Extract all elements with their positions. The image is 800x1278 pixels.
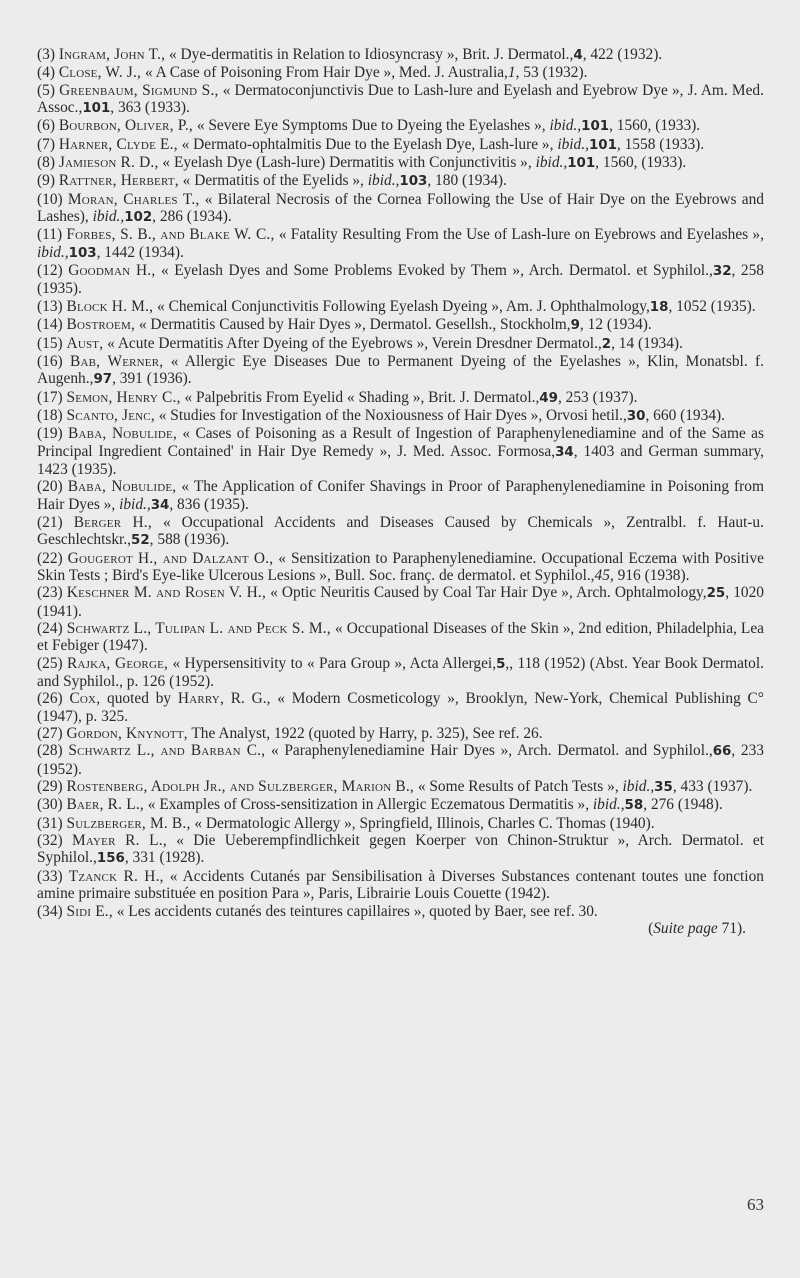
- reference-number: (18): [37, 406, 63, 424]
- reference-item: [37, 191, 764, 227]
- reference-text: quoted by: [107, 690, 172, 708]
- reference-volume: 34: [555, 444, 574, 460]
- reference-author: Harry,: [177, 690, 224, 708]
- reference-author: Bab, Werner,: [70, 352, 164, 370]
- reference-author: Greenbaum, Sigmund S.,: [59, 81, 219, 99]
- reference-number: (16): [37, 352, 63, 370]
- reference-pages: , 233 (1952).: [37, 742, 765, 778]
- reference-text: « Dye-dermatitis in Relation to Idiosyncrasy », Brit. J. Dermatol.,: [169, 46, 574, 63]
- reference-number: (24): [37, 620, 63, 637]
- reference-pages: , 253 (1937).: [557, 388, 638, 406]
- reference-ibid: ibid.,: [92, 208, 125, 226]
- reference-pages: , 286 (1934).: [152, 208, 232, 226]
- reference-text: « Les accidents cutanés des teintures capillaires », quoted by Baer, see ref. 30.: [116, 902, 598, 920]
- reference-author: Sulzberger, M. B.,: [66, 814, 191, 832]
- reference-volume: 102: [124, 210, 153, 226]
- reference-item: [37, 655, 764, 691]
- reference-item: [37, 815, 764, 832]
- reference-item: [37, 262, 764, 298]
- reference-item: [37, 832, 764, 868]
- reference-number: (14): [37, 316, 63, 334]
- reference-volume: 101: [588, 137, 617, 153]
- reference-number: (17): [37, 388, 63, 406]
- reference-pages: , 258 (1935).: [37, 262, 764, 298]
- reference-item: [37, 117, 764, 135]
- reference-pages: , 660 (1934).: [645, 406, 725, 424]
- reference-item: [37, 796, 764, 814]
- reference-author: Schwartz L., Tulipan L. and Peck S. M.,: [66, 620, 331, 637]
- continuation-label: Suite page: [653, 919, 718, 937]
- reference-text: « Severe Eye Symptoms Due to Dyeing the Eyelashes »,: [196, 117, 546, 135]
- continuation-page: 71: [721, 919, 738, 937]
- reference-volume: 32: [712, 264, 732, 280]
- reference-text: « Eyelash Dyes and Some Problems Evoked by Them », Arch. Dermatol. et Syphilol.,: [160, 262, 713, 280]
- reference-author: Rattner, Herbert,: [58, 172, 179, 190]
- reference-text: « Accidents Cutanés par Sensibilisation à Diverses Substances contenant toutes une fonction amine primaire substituée en position Para », Paris, Librairie Louis Couette (1942).: [37, 867, 764, 903]
- reference-pages: , 12 (1934).: [579, 316, 652, 334]
- reference-author: Rostenberg, Adolph Jr., and Sulzberger, Marion B.,: [66, 778, 414, 796]
- reference-author: Harner, Clyde E.,: [58, 135, 178, 153]
- reference-volume: 25: [706, 586, 726, 602]
- reference-item: [37, 335, 764, 353]
- reference-text: « Studies for Investigation of the Noxiousness of Hair Dyes », Orvosi hetil.,: [158, 406, 627, 424]
- reference-pages: ,, 118 (1952) (Abst. Year Book Dermatol. and Syphilol., p. 126 (1952).: [37, 654, 765, 691]
- reference-number: (12): [37, 262, 63, 280]
- reference-item: [37, 407, 764, 425]
- reference-number: (4): [37, 64, 55, 82]
- reference-volume: 156: [96, 851, 125, 867]
- reference-pages: , 588 (1936).: [149, 531, 230, 549]
- reference-number: (19): [37, 425, 63, 443]
- reference-volume: 97: [93, 372, 113, 388]
- reference-text: « Paraphenylenediamine Hair Dyes », Arch. Dermatol. and Syphilol.,: [270, 742, 713, 760]
- reference-number: (23): [37, 584, 63, 602]
- reference-number: (22): [37, 549, 63, 567]
- reference-pages: , 1560, (1933).: [609, 117, 701, 135]
- reference-number: (31): [37, 814, 63, 832]
- reference-volume: 58: [624, 798, 644, 814]
- reference-number: (33): [37, 867, 63, 885]
- reference-author: Berger H.,: [73, 513, 152, 531]
- reference-author: Keschner M. and Rosen V. H.,: [66, 584, 266, 602]
- reference-author: Block H. M.,: [66, 297, 154, 315]
- reference-volume: 49: [539, 390, 558, 406]
- reference-author: Bourbon, Oliver, P.,: [58, 117, 193, 135]
- reference-volume: 103: [68, 245, 97, 261]
- reference-list: [37, 46, 764, 920]
- reference-number: (3): [37, 46, 55, 63]
- reference-item: [37, 46, 764, 64]
- reference-text: « Sensitization to Paraphenylenediamine. Occupational Eczema with Positive Skin Tests ; Bird's Eye-like Ulcerous Lesions », Bull. Soc. franç. de dermatol. et Syphilol.,: [37, 549, 764, 584]
- reference-author: Gougerot H., and Dalzant O.,: [67, 549, 274, 567]
- reference-text: R. G., « Modern Cosmeticology », Brooklyn, New-York, Chemical Publishing C° (1947), p. 325.: [37, 690, 764, 725]
- reference-author: Semon, Henry C.,: [66, 388, 181, 406]
- reference-text: « Dermatologic Allergy », Springfield, Illinois, Charles C. Thomas (1940).: [194, 814, 655, 832]
- reference-pages: , 1442 (1934).: [96, 243, 184, 261]
- reference-volume: 30: [626, 408, 646, 424]
- reference-author: Baba, Nobulide,: [68, 425, 177, 443]
- reference-pages: , 1560, (1933).: [595, 154, 687, 172]
- reference-item: [37, 425, 764, 478]
- reference-item: [37, 316, 764, 334]
- reference-number: (27): [37, 725, 63, 743]
- reference-ibid: ibid.,: [557, 135, 589, 153]
- reference-volume: 9: [570, 318, 580, 334]
- reference-item: [37, 64, 764, 81]
- reference-item: [37, 353, 764, 389]
- reference-pages: , 1403 and German summary, 1423 (1935).: [37, 442, 764, 478]
- reference-text: « The Application of Conifer Shavings in Proor of Paraphenylenediamine in Poisoning from Hair Dyes »,: [37, 478, 764, 513]
- reference-author: Schwartz L., and Barban C.,: [68, 742, 266, 760]
- reference-text: « Eyelash Dye (Lash-lure) Dermatitis with Conjunctivitis »,: [162, 154, 532, 172]
- reference-text: « Dermatitis of the Eyelids »,: [182, 172, 364, 190]
- reference-text: « Some Results of Patch Tests »,: [417, 778, 619, 796]
- reference-author: Gordon, Knynott,: [66, 725, 188, 743]
- reference-ibid: ibid.,: [37, 243, 69, 261]
- reference-volume: 34: [150, 497, 170, 513]
- reference-text: « Chemical Conjunctivitis Following Eyelash Dyeing », Am. J. Ophthalmology,: [157, 297, 650, 315]
- reference-author: Mayer R. L.,: [71, 832, 167, 850]
- reference-author: Rajka, George,: [67, 654, 169, 672]
- reference-ibid: ibid.,: [549, 117, 582, 135]
- reference-volume: 101: [82, 101, 111, 117]
- reference-number: (20): [37, 478, 63, 496]
- reference-item: [37, 82, 764, 118]
- reference-number: (21): [37, 513, 63, 531]
- reference-pages: , 14 (1934).: [611, 334, 683, 352]
- reference-author: Baba, Nobulide,: [67, 478, 177, 496]
- reference-number: (28): [37, 742, 63, 760]
- reference-item: [37, 298, 764, 316]
- reference-pages: , 180 (1934).: [427, 172, 507, 190]
- reference-author: Bostroem,: [66, 316, 135, 334]
- reference-text: « Dermato-ophtalmitis Due to the Eyelash Dye, Lash-lure »,: [181, 135, 554, 153]
- reference-pages: , 1558 (1933).: [616, 135, 705, 153]
- reference-number: (32): [37, 832, 63, 850]
- reference-text: « Occupational Accidents and Diseases Caused by Chemicals », Zentralbl. f. Haut-u. Geschlechtskr.,: [37, 513, 764, 549]
- reference-number: (30): [37, 796, 63, 814]
- reference-text: « Occupational Diseases of the Skin », 2nd edition, Philadelphia, Lea et Febiger (1947).: [37, 620, 764, 655]
- reference-item: [37, 620, 764, 655]
- reference-pages: , 391 (1936).: [112, 370, 192, 388]
- reference-text: « Die Ueberempfindlichkeit gegen Koerper von Chinon-Struktur », Arch. Dermatol. et Syphilol.,: [37, 832, 764, 867]
- reference-item: [37, 725, 764, 742]
- reference-volume: 5: [496, 656, 506, 672]
- reference-text: « Palpebritis From Eyelid « Shading », Brit. J. Dermatol.,: [184, 388, 540, 406]
- reference-pages: , 1052 (1935).: [668, 297, 756, 315]
- reference-item: [37, 550, 764, 585]
- page-number: 63: [747, 1195, 764, 1214]
- reference-author: Forbes, S. B., and Blake W. C.,: [66, 226, 275, 244]
- reference-number: (5): [37, 81, 55, 99]
- reference-volume: 52: [131, 533, 150, 549]
- reference-number: (29): [37, 778, 63, 796]
- reference-author: Cox,: [69, 690, 101, 708]
- reference-text: « Allergic Eye Diseases Due to Permanent Dyeing of the Eyelashes », Klin, Monatsbl. f. Augenh.,: [37, 352, 764, 388]
- reference-text: « Examples of Cross-sensitization in Allergic Eczematous Dermatitis »,: [147, 796, 590, 814]
- reference-ibid: ibid.,: [535, 154, 568, 172]
- reference-number: (15): [37, 334, 63, 352]
- reference-author: Tzanck R. H.,: [68, 867, 164, 885]
- reference-pages: , 276 (1948).: [643, 796, 723, 814]
- reference-text: « Dermatitis Caused by Hair Dyes », Dermatol. Gesellsh., Stockholm,: [138, 316, 571, 334]
- reference-volume: 101: [567, 156, 596, 172]
- reference-number: (8): [37, 154, 55, 172]
- reference-item: [37, 514, 764, 550]
- reference-ibid: ibid.,: [592, 796, 625, 814]
- reference-author: Moran, Charles T.,: [67, 190, 200, 208]
- reference-author: Ingram, John T.,: [58, 46, 166, 63]
- reference-item: [37, 690, 764, 725]
- reference-number: (26): [37, 690, 63, 708]
- reference-volume: 45: [594, 566, 610, 584]
- reference-text: « Hypersensitivity to « Para Group », Acta Allergei,: [172, 654, 497, 672]
- reference-volume: 103: [399, 174, 428, 190]
- reference-pages: , 916 (1938).: [609, 566, 690, 584]
- reference-item: [37, 868, 764, 903]
- reference-pages: , 331 (1928).: [124, 849, 205, 867]
- reference-number: (10): [37, 190, 63, 208]
- reference-volume: 101: [581, 119, 610, 135]
- reference-text: « Fatality Resulting From the Use of Lash-lure on Eyebrows and Eyelashes »,: [278, 226, 764, 244]
- reference-pages: , 836 (1935).: [169, 495, 249, 513]
- reference-number: (25): [37, 654, 63, 672]
- reference-author: Jamieson R. D.,: [58, 154, 159, 172]
- reference-item: [37, 389, 764, 407]
- reference-pages: , 53 (1932).: [515, 64, 588, 82]
- reference-volume: 18: [649, 299, 669, 315]
- reference-pages: , 363 (1933).: [110, 99, 190, 117]
- reference-author: Sidi E.,: [66, 902, 113, 920]
- reference-pages: , 1020 (1941).: [37, 584, 764, 620]
- reference-item: [37, 478, 764, 514]
- reference-item: [37, 226, 764, 262]
- reference-text: « Acute Dermatitis After Dyeing of the Eyebrows », Verein Dresdner Dermatol.,: [107, 334, 602, 352]
- reference-author: Scanto, Jenc,: [66, 406, 155, 424]
- reference-ibid: ibid.,: [119, 495, 151, 513]
- continuation-note: (Suite page 71).: [648, 919, 746, 937]
- reference-volume: 4: [573, 48, 583, 63]
- reference-number: (11): [37, 226, 63, 244]
- reference-text: « Cases of Poisoning as a Result of Ingestion of Paraphenylenediamine and of the Same as Principal Ingredient Contained' in Hair Dye Remedy », J. Med. Assoc. Formosa,: [37, 425, 764, 460]
- reference-author: Baer, R. L.,: [66, 796, 144, 814]
- reference-ibid: ibid.,: [367, 172, 400, 190]
- reference-item: [37, 172, 764, 190]
- reference-volume: 2: [601, 336, 612, 352]
- reference-number: (34): [37, 902, 63, 920]
- reference-number: (9): [37, 172, 55, 190]
- reference-text: « Bilateral Necrosis of the Cornea Following the Use of Hair Dye on the Eyebrows and Lashes),: [37, 190, 764, 226]
- reference-item: [37, 584, 764, 620]
- reference-item: [37, 154, 764, 172]
- reference-item: [37, 778, 764, 796]
- reference-text: « A Case of Poisoning From Hair Dye », Med. J. Australia,: [144, 64, 508, 82]
- reference-pages: , 422 (1932).: [582, 46, 663, 63]
- reference-text: The Analyst, 1922 (quoted by Harry, p. 325), See ref. 26.: [191, 725, 543, 743]
- reference-item: [37, 742, 764, 778]
- reference-number: (7): [37, 135, 55, 153]
- reference-volume: 1: [507, 64, 516, 82]
- reference-item: [37, 136, 764, 154]
- reference-ibid: ibid.,: [622, 778, 655, 796]
- reference-text: « Optic Neuritis Caused by Coal Tar Hair Dye », Arch. Ophtalmology,: [270, 584, 707, 602]
- reference-number: (13): [37, 297, 63, 315]
- reference-volume: 66: [712, 744, 732, 760]
- reference-number: (6): [37, 117, 55, 135]
- reference-pages: , 433 (1937).: [672, 778, 753, 796]
- reference-author: Aust,: [66, 334, 104, 352]
- reference-author: Close, W. J.,: [58, 64, 142, 82]
- reference-volume: 35: [654, 780, 673, 796]
- reference-item: [37, 903, 764, 920]
- reference-author: Goodman H.,: [68, 262, 156, 280]
- reference-text: « Dermatoconjunctivis Due to Lash-lure and Eyelash and Eyebrow Dye », J. Am. Med. Assoc.,: [37, 81, 764, 117]
